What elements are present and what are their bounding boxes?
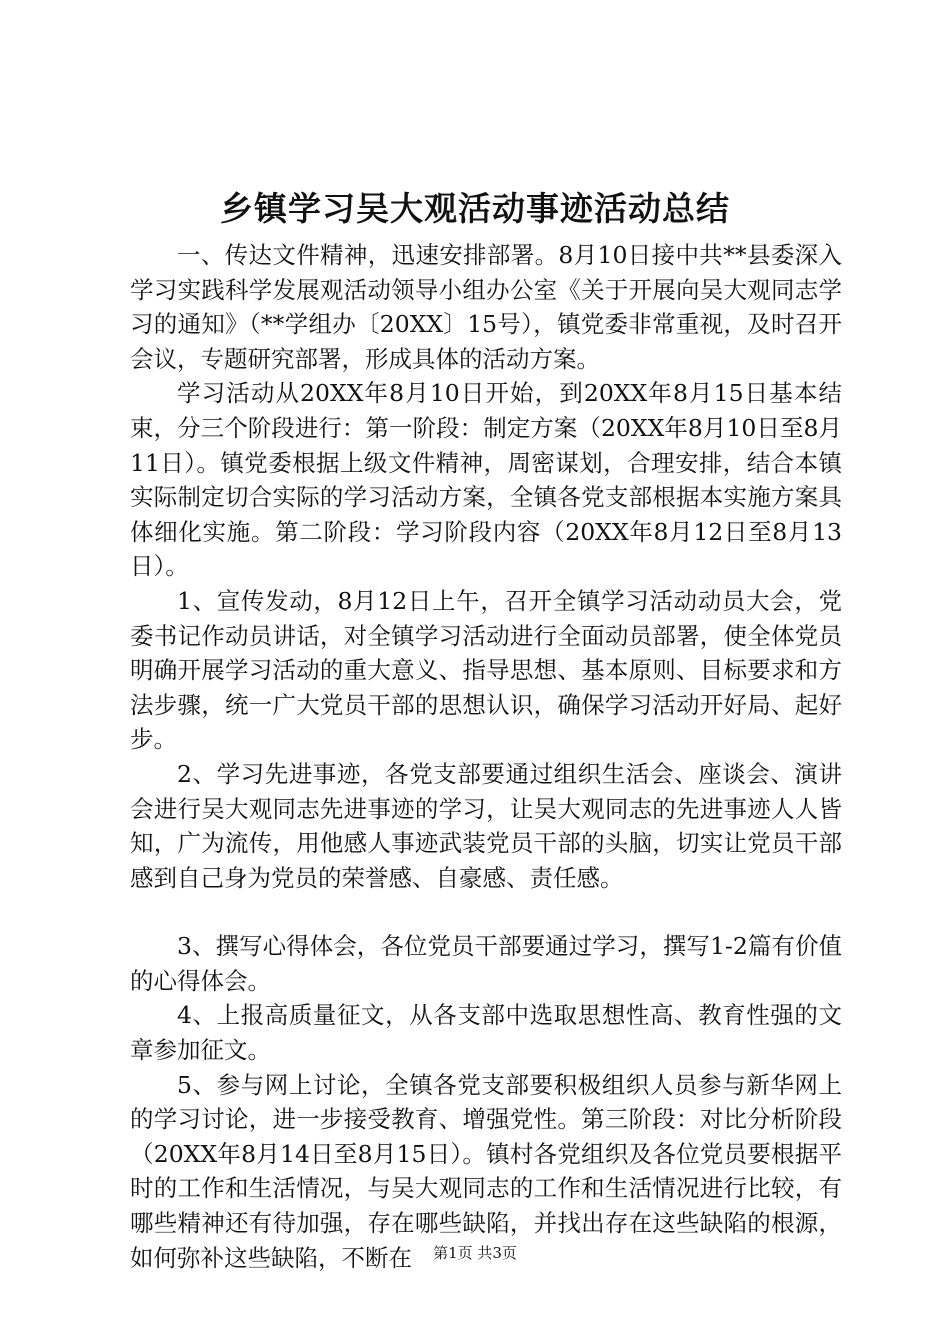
paragraph-6: 4、上报高质量征文，从各支部中选取思想性高、教育性强的文章参加征文。 [130,1001,842,1065]
paragraph-3: 1、宣传发动，8月12日上午，召开全镇学习活动动员大会，党委书记作动员讲话，对全镇学习活动进行全面动员部署，使全体党员明确开展学习活动的重大意义、指导思想、基本原则、目标要求和方法步骤，统一广大党员干部的思想认识，确保学习活动开好局、起好步。 [130,586,842,754]
document-title: 乡镇学习吴大观活动事迹活动总结 [220,189,730,228]
paragraph-5: 3、撰写心得体会，各位党员干部要通过学习，撰写1-2篇有价值的心得体会。 [130,932,842,995]
paragraph-4: 2、学习先进事迹，各党支部要通过组织生活会、座谈会、演讲会进行吴大观同志先进事迹的学习，让吴大观同志的先进事迹人人皆知，广为流传，用他感人事迹武装党员干部的头脑，切实让党员干部感到自己身为党员的荣誉感、自豪感、责任感。 [130,759,842,892]
page-number-footer: 第1页 共3页 [433,1244,517,1262]
document-body [130,238,842,1275]
paragraph-1: 一、传达文件精神，迅速安排部署。8月10日接中共**县委深入学习实践科学发展观活动领导小组办公室《关于开展向吴大观同志学习的通知》（**学组办〔20XX〕15号），镇党委非常重视，及时召开会议，专题研究部署，形成具体的活动方案。 [130,241,842,373]
paragraph-7: 5、参与网上讨论，全镇各党支部要积极组织人员参与新华网上的学习讨论，进一步接受教育、增强党性。第三阶段：对比分析阶段（20XX年8月14日至8月15日）。镇村各党组织及各位党员要根据平时的工作和生活情况，与吴大观同志的工作和生活情况进行比较，有哪些精神还有待加强，存在哪些缺陷，并找出存在这些缺陷的根源，如何弥补这些缺陷，不断在 [130,1070,842,1272]
paragraph-2: 学习活动从20XX年8月10日开始，到20XX年8月15日基本结束，分三个阶段进行：第一阶段：制定方案（20XX年8月10日至8月11日）。镇党委根据上级文件精神，周密谋划，合理安排，结合本镇实际制定切合实际的学习活动方案，全镇各党支部根据本实施方案具体细化实施。第二阶段：学习阶段内容（20XX年8月12日至8月13日）。 [130,379,842,581]
